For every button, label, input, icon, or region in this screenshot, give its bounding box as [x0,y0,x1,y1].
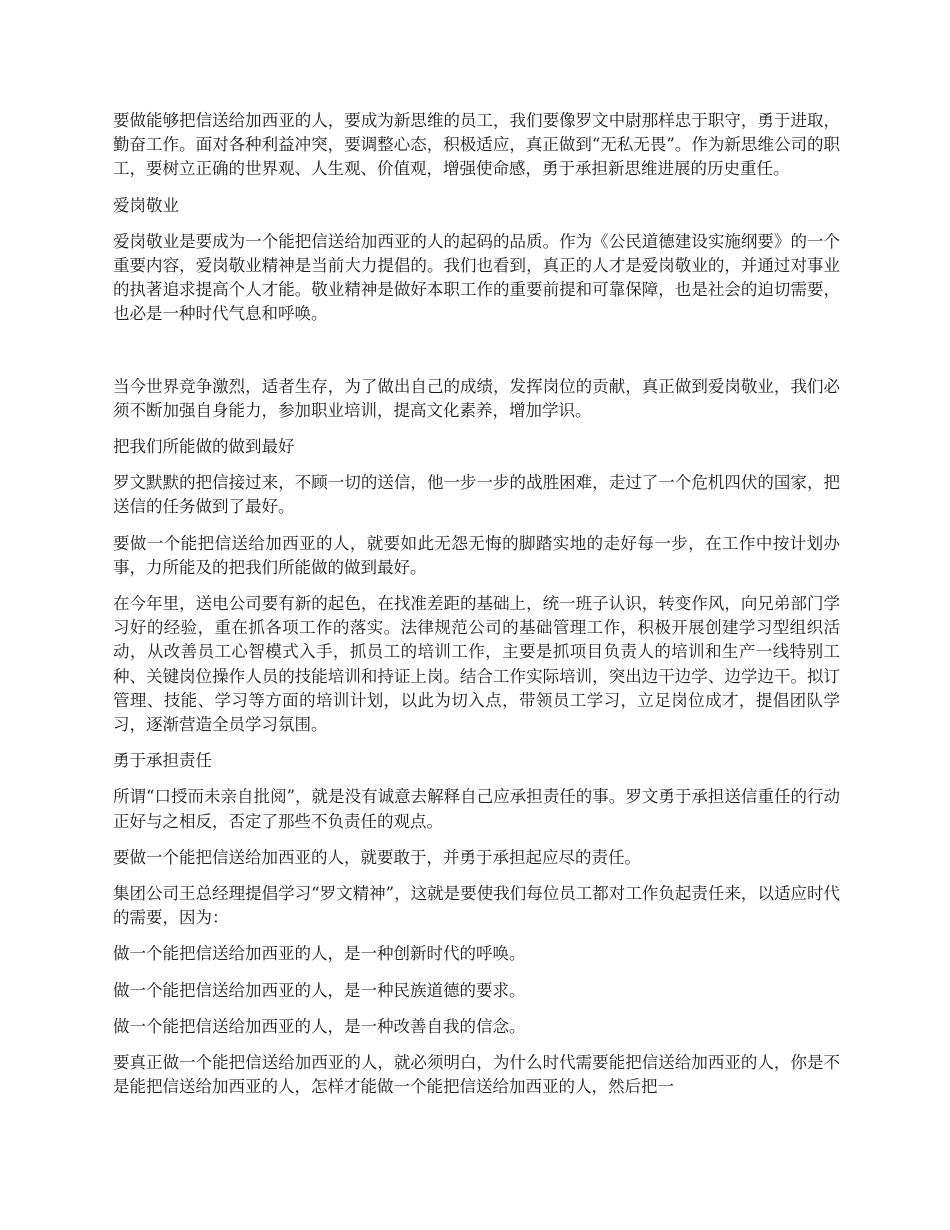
paragraph-responsibility-2: 要做一个能把信送给加西亚的人，就要敢于，并勇于承担起应尽的责任。 [113,847,641,867]
paragraph-conclusion: 要真正做一个能把信送给加西亚的人，就必须明白，为什么时代需要能把信送给加西亚的人，你是不是能把信送给加西亚的人，怎样才能做一个能把信送给加西亚的人，然后把一 [113,1053,840,1097]
paragraph-rowan-delivery: 罗文默默的把信接过来，不顾一切的送信，他一步一步的战胜困难，走过了一个危机四伏的国家，把送信的任务做到了最好。 [113,473,840,517]
paragraph-reason-3: 做一个能把信送给加西亚的人，是一种改善自我的信念。 [113,1016,526,1036]
blank-line [113,339,840,375]
section-heading-dedication: 爱岗敬业 [113,195,179,215]
paragraph-reason-2: 做一个能把信送给加西亚的人，是一种民族道德的要求。 [113,980,526,1000]
paragraph-intro: 要做能够把信送给加西亚的人，要成为新思维的员工，我们要像罗文中尉那样忠于职守，勇于进取，勤奋工作。面对各种利益冲突，要调整心态，积极适应，真正做到“无私无畏”。作为新思维公司的职工，要树立正确的世界观、人生观、价值观，增强使命感，勇于承担新思维进展的历史重任。 [113,111,840,179]
paragraph-responsibility-1: 所谓“口授而未亲自批阅”，就是没有诚意去解释自己应承担责任的事。罗文勇于承担送信重任的行动正好与之相反，否定了那些不负责任的观点。 [113,787,840,831]
document-body [113,109,840,1112]
paragraph-competition: 当今世界竞争激烈，适者生存，为了做出自己的成绩，发挥岗位的贡献，真正做到爱岗敬业，我们必须不断加强自身能力，参加职业培训，提高文化素养，增加学识。 [113,376,840,420]
section-heading-do-best: 把我们所能做的做到最好 [113,437,295,457]
paragraph-company-plan: 在今年里，送电公司要有新的起色，在找准差距的基础上，统一班子认识，转变作风，向兄弟部门学习好的经验，重在抓各项工作的落实。法律规范公司的基础管理工作，积极开展创建学习型组织活动，从改善员工心智模式入手，抓员工的培训工作，主要是抓项目负责人的培训和生产一线特别工种、关键岗位操作人员的技能培训和持证上岗。结合工作实际培训，突出边干边学、边学边干。拟订管理、技能、学习等方面的培训计划，以此为切入点，带领员工学习，立足岗位成才，提倡团队学习，逐渐营造全员学习氛围。 [113,594,840,735]
paragraph-dedication: 爱岗敬业是要成为一个能把信送给加西亚的人的起码的品质。作为《公民道德建设实施纲要》的一个重要内容，爱岗敬业精神是当前大力提倡的。我们也看到，真正的人才是爱岗敬业的，并通过对事业的执著追求提高个人才能。敬业精神是做好本职工作的重要前提和可靠保障，也是社会的迫切需要，也必是一种时代气息和呼唤。 [113,231,840,324]
paragraph-step-by-step: 要做一个能把信送给加西亚的人，就要如此无怨无悔的脚踏实地的走好每一步，在工作中按计划办事，力所能及的把我们所能做的做到最好。 [113,533,840,577]
paragraph-rowan-spirit: 集团公司王总经理提倡学习“罗文精神”，这就是要使我们每位员工都对工作负起责任来，以适应时代的需要，因为： [113,884,840,928]
paragraph-reason-1: 做一个能把信送给加西亚的人，是一种创新时代的呼唤。 [113,944,526,964]
section-heading-responsibility: 勇于承担责任 [113,751,212,771]
